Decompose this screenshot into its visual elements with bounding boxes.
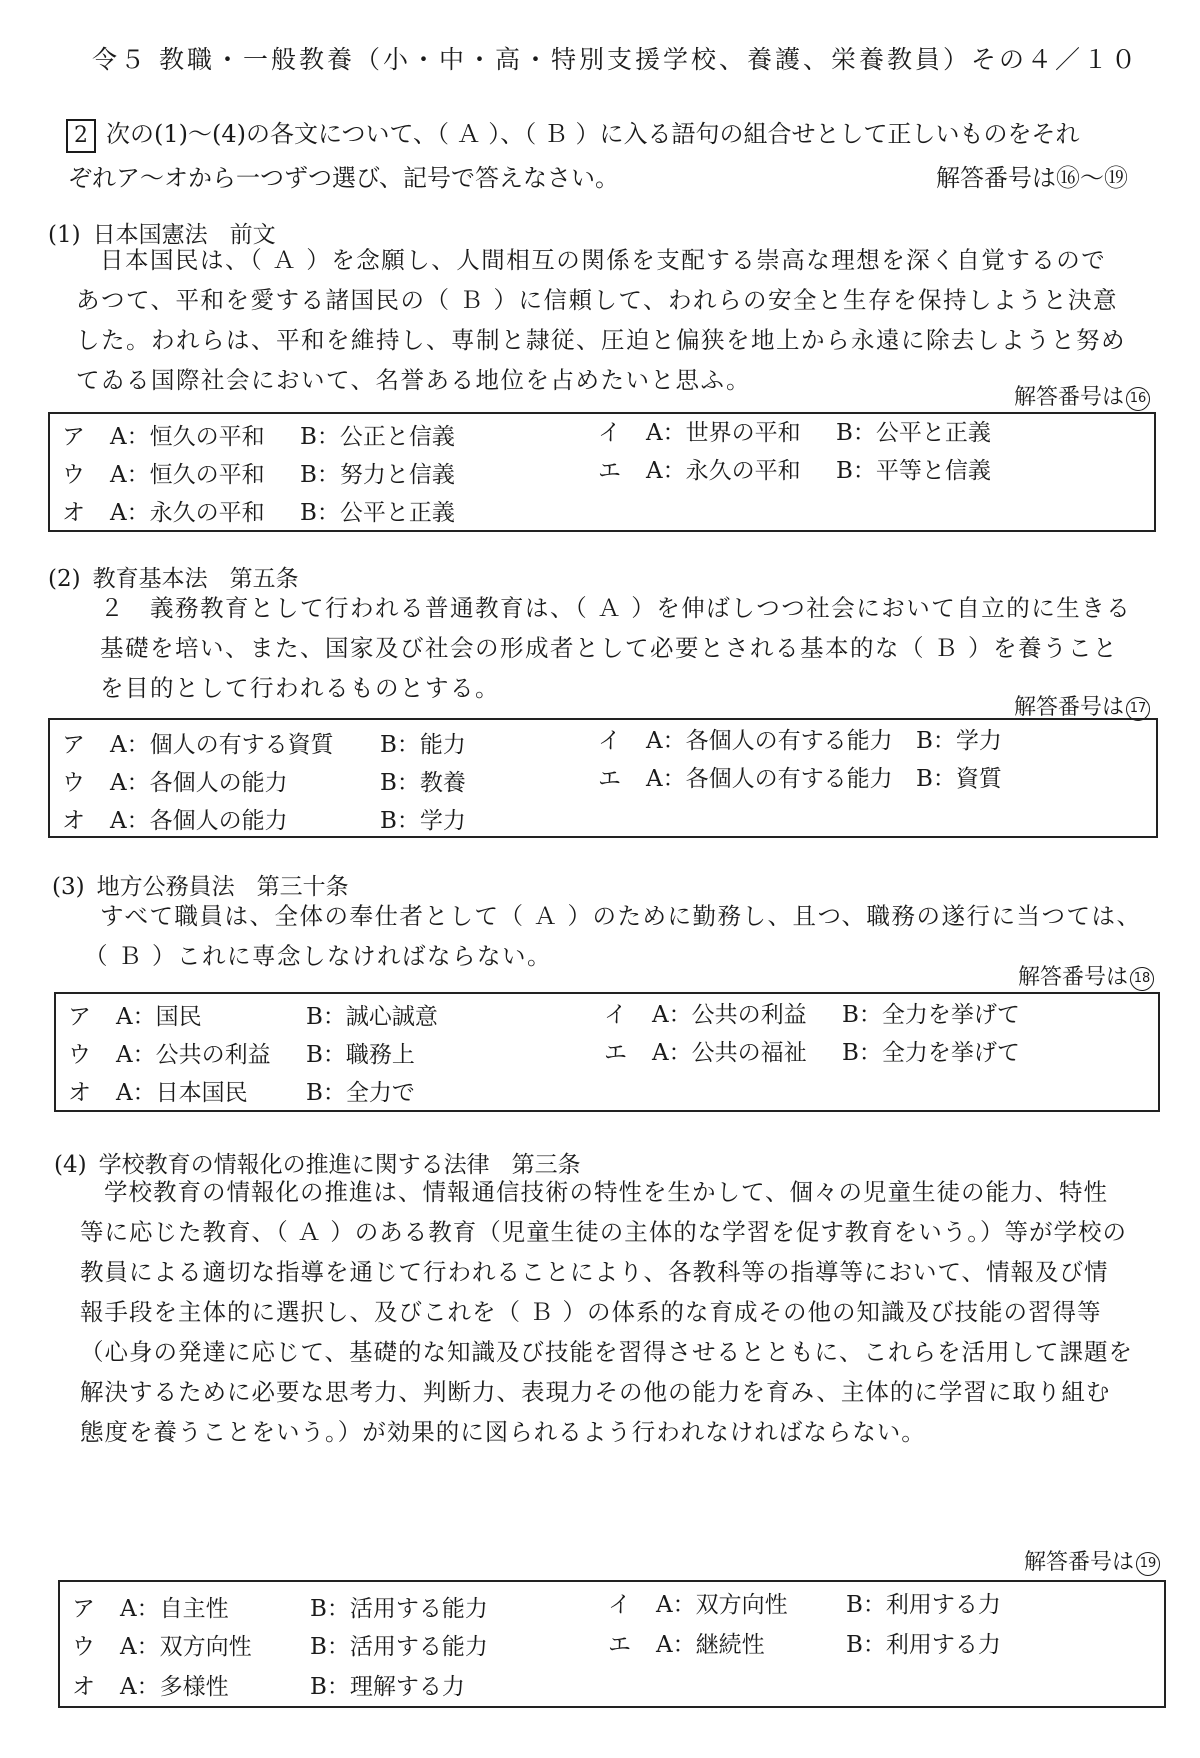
choice-a-value: A：永久の平和 (110, 500, 265, 526)
choice-mark: ウ (72, 1634, 95, 1660)
choice-b-value: B：利用する力 (846, 1632, 1001, 1658)
choice-o (50, 804, 466, 838)
passage-line: した。われらは、平和を維持し、専制と隷従、圧迫と偏狭を地上から永遠に除去しようと努め (76, 326, 1126, 354)
choice-b-value: B：全力を挙げて (842, 1002, 1020, 1028)
choice-a-value: A：各個人の能力 (110, 770, 288, 796)
passage-line: （心身の発達に応じて、基礎的な知識及び技能を習得させるとともに、これらを活用して課題を (80, 1338, 1134, 1366)
section-2-law: 教育基本法 (92, 566, 208, 592)
passage-line: を目的として行われるものとする。 (100, 674, 500, 702)
choice-b-value: B：利用する力 (846, 1592, 1001, 1618)
choice-b-value: B：全力を挙げて (842, 1040, 1020, 1066)
choice-o (50, 496, 455, 530)
passage-line: 報手段を主体的に選択し、及びこれを（ Ｂ ）の体系的な育成その他の知識及び技能の習得等 (80, 1298, 1102, 1326)
question-number: 2 (66, 119, 96, 153)
choice-u (50, 458, 455, 492)
choice-e (596, 1628, 1001, 1662)
passage-line: 教員による適切な指導を通じて行われることにより、各教科等の指導等において、情報及び情 (80, 1258, 1109, 1286)
choice-a-value: A：恒久の平和 (110, 462, 265, 488)
choice-a-value: A：各個人の能力 (110, 808, 288, 834)
section-1-choices (48, 412, 1156, 532)
section-1-article: 前文 (229, 222, 276, 248)
choice-a (50, 420, 455, 454)
section-3-answer-number (1018, 960, 1154, 991)
choice-mark: エ (598, 766, 621, 792)
answer-id: 18 (1130, 967, 1154, 991)
answer-id: 16 (1126, 387, 1150, 411)
choice-i (586, 724, 1002, 758)
choice-a-value: A：双方向性 (120, 1634, 252, 1660)
section-1-passage (76, 240, 1156, 400)
section-4-passage (80, 1172, 1170, 1452)
choice-mark: ウ (68, 1042, 91, 1068)
choice-u (60, 1630, 488, 1664)
page-header: 令５ 教職・一般教養（小・中・高・特別支援学校、養護、栄養教員）その４／１０ (92, 45, 1139, 74)
choice-a-value: A：個人の有する資質 (110, 732, 334, 758)
intro-line-2: ぞれア～オから一つずつ選び、記号で答えなさい。 (68, 164, 620, 192)
choice-a-value: A：世界の平和 (646, 420, 801, 446)
passage-line: 態度を養うことをいう。）が効果的に図られるよう行われなければならない。 (80, 1418, 926, 1446)
choice-b-value: B：平等と信義 (836, 458, 991, 484)
choice-mark: ウ (62, 462, 85, 488)
choice-a (60, 1592, 488, 1626)
choice-a-value: A：継続性 (656, 1632, 765, 1658)
section-4-answer-number (1024, 1545, 1160, 1576)
passage-line: てゐる国際社会において、名誉ある地位を占めたいと思ふ。 (76, 366, 751, 394)
choice-a-value: A：日本国民 (116, 1080, 248, 1106)
passage-line: （ Ｂ ）これに専念しなければならない。 (84, 942, 552, 970)
choice-mark: イ (608, 1592, 631, 1618)
choice-mark: オ (72, 1674, 95, 1700)
section-1-law: 日本国憲法 (92, 222, 208, 248)
choice-mark: オ (68, 1080, 91, 1106)
choice-o (56, 1076, 415, 1110)
choice-e (592, 1036, 1020, 1070)
choice-mark: エ (598, 458, 621, 484)
choice-mark: ア (62, 424, 85, 450)
choice-i (586, 416, 991, 450)
answer-label: 解答番号は (1013, 695, 1124, 720)
choice-a-value: A：恒久の平和 (110, 424, 265, 450)
choice-a-value: A：自主性 (120, 1596, 229, 1622)
choice-a-value: A：公共の利益 (652, 1002, 807, 1028)
intro-line-1: 次の(1)～(4)の各文について、（ Ａ ）、（ Ｂ ）に入る語句の組合せとして正しいものをそれ (106, 120, 1080, 148)
passage-line: すべて職員は、全体の奉仕者として（ Ａ ）のために勤務し、且つ、職務の遂行に当つては、 (100, 902, 1142, 930)
choice-e (586, 762, 1002, 796)
choice-b-value: B：公平と正義 (836, 420, 991, 446)
choice-a-value: A：国民 (116, 1004, 202, 1030)
choice-a (56, 1000, 438, 1034)
choice-a-value: A：永久の平和 (646, 458, 801, 484)
choice-mark: オ (62, 500, 85, 526)
choice-mark: ウ (62, 770, 85, 796)
choice-b-value: B：公正と信義 (300, 424, 455, 450)
choice-mark: ア (72, 1596, 95, 1622)
choice-b-value: B：努力と信義 (300, 462, 455, 488)
passage-line: 基礎を培い、また、国家及び社会の形成者として必要とされる基本的な（ Ｂ ）を養うこと (100, 634, 1118, 662)
choice-o (60, 1670, 465, 1704)
choice-mark: イ (604, 1002, 627, 1028)
choice-b-value: B：職務上 (306, 1042, 415, 1068)
choice-u (50, 766, 466, 800)
choice-a-value: A：公共の利益 (116, 1042, 271, 1068)
choice-b-value: B：活用する能力 (310, 1634, 488, 1660)
choice-i (596, 1588, 1001, 1622)
section-3-choices (54, 992, 1160, 1112)
choice-b-value: B：理解する力 (310, 1674, 465, 1700)
section-2-article: 第五条 (229, 566, 299, 592)
choice-mark: エ (608, 1632, 631, 1658)
passage-line: あつて、平和を愛する諸国民の（ Ｂ ）に信頼して、われらの安全と生存を保持しようと決意 (76, 286, 1118, 314)
choice-i (592, 998, 1020, 1032)
answer-label: 解答番号は (1017, 965, 1128, 990)
choice-b-value: B：教養 (380, 770, 466, 796)
choice-b-value: B：学力 (380, 808, 466, 834)
choice-e (586, 454, 991, 488)
choice-b-value: B：資質 (916, 766, 1002, 792)
choice-b-value: B：学力 (916, 728, 1002, 754)
section-4-law: 学校教育の情報化の推進に関する法律 (98, 1152, 490, 1178)
choice-a (50, 728, 466, 762)
choice-b-value: B：公平と正義 (300, 500, 455, 526)
section-1-answer-number (1014, 380, 1150, 411)
passage-line: ２ 義務教育として行われる普通教育は、（ Ａ ）を伸ばしつつ社会において自立的に生きる (100, 594, 1132, 622)
section-3-number: (3) (52, 874, 85, 900)
passage-line: 解決するために必要な思考力、判断力、表現力その他の能力を育み、主体的に学習に取り組む (80, 1378, 1111, 1406)
section-2-answer-number (1014, 690, 1150, 721)
choice-mark: イ (598, 420, 621, 446)
section-4-choices (58, 1580, 1166, 1708)
choice-b-value: B：能力 (380, 732, 466, 758)
section-3-article: 第三十条 (256, 874, 349, 900)
section-4-number: (4) (54, 1152, 87, 1178)
choice-a-value: A：公共の福祉 (652, 1040, 807, 1066)
choice-a-value: A：各個人の有する能力 (646, 766, 893, 792)
choice-b-value: B：誠心誠意 (306, 1004, 438, 1030)
choice-b-value: B：全力で (306, 1080, 415, 1106)
choice-mark: ア (68, 1004, 91, 1030)
answer-id: 19 (1136, 1552, 1160, 1576)
choice-u (56, 1038, 415, 1072)
choice-a-value: A：双方向性 (656, 1592, 788, 1618)
choice-mark: オ (62, 808, 85, 834)
section-3-law: 地方公務員法 (96, 874, 235, 900)
section-2-number: (2) (48, 566, 81, 592)
section-4-article: 第三条 (511, 1152, 581, 1178)
section-1-number: (1) (48, 222, 81, 248)
choice-mark: ア (62, 732, 85, 758)
passage-line: 等に応じた教育、（ Ａ ）のある教育（児童生徒の主体的な学習を促す教育をいう。）等が学校の (80, 1218, 1127, 1246)
answer-label: 解答番号は (1023, 1550, 1134, 1575)
answer-range: 解答番号は⑯～⑲ (936, 164, 1128, 192)
passage-line: 学校教育の情報化の推進は、情報通信技術の特性を生かして、個々の児童生徒の能力、特性 (104, 1178, 1109, 1206)
passage-line: 日本国民は、（ Ａ ）を念願し、人間相互の関係を支配する崇高な理想を深く自覚するので (100, 246, 1107, 274)
answer-id: 17 (1126, 697, 1150, 721)
section-2-choices (48, 718, 1158, 838)
choice-mark: イ (598, 728, 621, 754)
choice-a-value: A：多様性 (120, 1674, 229, 1700)
choice-mark: エ (604, 1040, 627, 1066)
question-intro (66, 112, 1146, 200)
choice-a-value: A：各個人の有する能力 (646, 728, 893, 754)
answer-label: 解答番号は (1013, 385, 1124, 410)
choice-b-value: B：活用する能力 (310, 1596, 488, 1622)
